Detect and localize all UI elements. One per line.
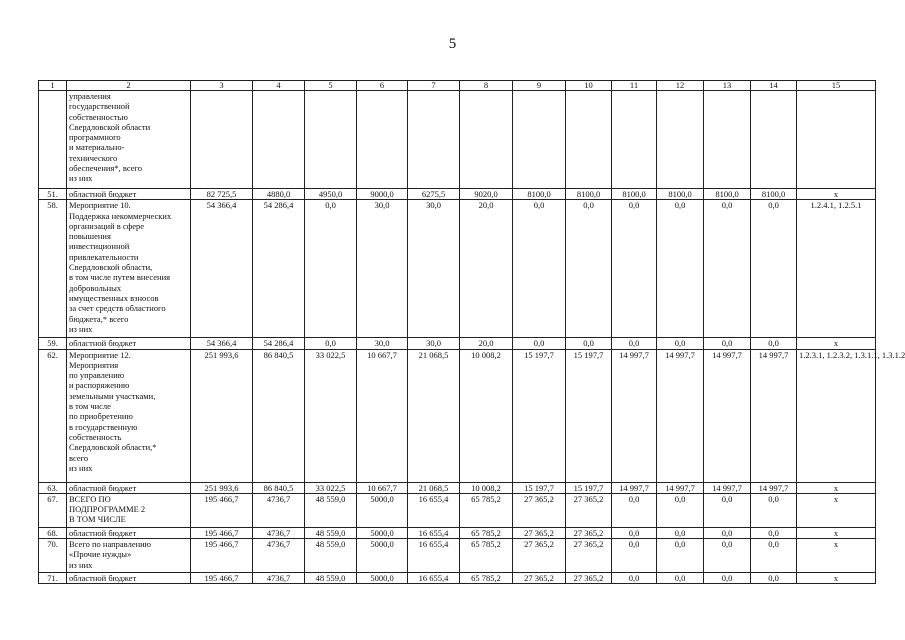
row-number: 71. xyxy=(39,573,67,584)
row-name-line: и материально- xyxy=(69,142,125,153)
value-cell xyxy=(751,91,797,189)
value-cell xyxy=(460,91,513,189)
value-cell: 48 559,0 xyxy=(305,573,357,584)
row-name-line: программного xyxy=(69,132,121,143)
row-name-line: и распоряжению xyxy=(69,380,130,391)
row-name xyxy=(67,539,191,573)
value-cell: 30,0 xyxy=(357,338,408,349)
row-number: 63. xyxy=(39,482,67,493)
value-cell: 0,0 xyxy=(751,527,797,538)
row-name-line: Мероприятие 10. xyxy=(69,200,131,211)
row-name-line: всего xyxy=(69,452,89,463)
value-cell xyxy=(657,91,704,189)
row-name xyxy=(67,493,191,527)
value-cell: 0,0 xyxy=(704,573,751,584)
value-cell: 8100,0 xyxy=(657,189,704,200)
value-cell: 195 466,7 xyxy=(191,527,253,538)
target-ref-cell: x xyxy=(797,539,876,573)
value-cell: 65 785,2 xyxy=(460,527,513,538)
value-cell: 0,0 xyxy=(612,493,657,527)
value-cell: 65 785,2 xyxy=(460,539,513,573)
row-number: 51. xyxy=(39,189,67,200)
value-cell: 14 997,7 xyxy=(704,349,751,482)
value-cell: 10 667,7 xyxy=(357,482,408,493)
value-cell: 0,0 xyxy=(513,338,566,349)
header-cell: 4 xyxy=(253,81,305,91)
row-name-line: ПОДПРОГРАММЕ 2 xyxy=(69,504,146,515)
value-cell: 21 068,5 xyxy=(408,482,460,493)
row-name xyxy=(67,338,191,349)
value-cell: 16 655,4 xyxy=(408,573,460,584)
row-name-line: в том числе xyxy=(69,401,111,412)
header-cell: 11 xyxy=(612,81,657,91)
value-cell xyxy=(513,91,566,189)
header-cell: 15 xyxy=(797,81,876,91)
header-cell: 6 xyxy=(357,81,408,91)
value-cell: 27 365,2 xyxy=(513,573,566,584)
value-cell: 8100,0 xyxy=(612,189,657,200)
row-name-line: имущественных взносов xyxy=(69,292,159,303)
row-name-line: собственностью xyxy=(69,111,128,122)
table-row xyxy=(39,527,876,538)
target-ref-cell: x xyxy=(797,573,876,584)
target-ref-cell xyxy=(797,91,876,189)
value-cell: 0,0 xyxy=(612,527,657,538)
row-name-line: из них xyxy=(69,323,93,334)
value-cell: 0,0 xyxy=(704,338,751,349)
row-number: 70. xyxy=(39,539,67,573)
target-ref-cell: x xyxy=(797,493,876,527)
header-cell: 13 xyxy=(704,81,751,91)
value-cell: 195 466,7 xyxy=(191,493,253,527)
row-name-line: добровольных xyxy=(69,282,122,293)
value-cell xyxy=(253,91,305,189)
target-ref-cell: 1.2.4.1, 1.2.5.1 xyxy=(797,200,876,338)
row-name-line: бюджета,* всего xyxy=(69,313,129,324)
row-name-line: областной бюджет xyxy=(69,189,137,199)
value-cell: 0,0 xyxy=(657,493,704,527)
value-cell: 8100,0 xyxy=(566,189,612,200)
value-cell: 0,0 xyxy=(612,338,657,349)
value-cell: 0,0 xyxy=(704,493,751,527)
value-cell: 27 365,2 xyxy=(513,527,566,538)
table-row xyxy=(39,493,876,527)
header-cell: 5 xyxy=(305,81,357,91)
value-cell: 4880,0 xyxy=(253,189,305,200)
row-number xyxy=(39,91,67,189)
table-row xyxy=(39,482,876,493)
value-cell: 27 365,2 xyxy=(566,573,612,584)
header-cell: 14 xyxy=(751,81,797,91)
row-name-line: технического xyxy=(69,152,118,163)
value-cell: 14 997,7 xyxy=(704,482,751,493)
value-cell: 0,0 xyxy=(657,539,704,573)
value-cell: 48 559,0 xyxy=(305,493,357,527)
row-name-line: областной бюджет xyxy=(69,573,137,584)
value-cell: 27 365,2 xyxy=(513,493,566,527)
value-cell: 0,0 xyxy=(704,539,751,573)
row-name-line: Свердловской области,* xyxy=(69,442,157,453)
value-cell: 82 725,5 xyxy=(191,189,253,200)
row-name-line: Свердловской области, xyxy=(69,262,153,273)
row-name-line: за счет средств областного xyxy=(69,303,166,314)
value-cell xyxy=(612,91,657,189)
row-name-line: из них xyxy=(69,173,93,184)
value-cell: 27 365,2 xyxy=(566,527,612,538)
header-cell: 9 xyxy=(513,81,566,91)
row-name xyxy=(67,91,191,189)
row-name xyxy=(67,573,191,584)
value-cell: 4736,7 xyxy=(253,493,305,527)
value-cell xyxy=(191,91,253,189)
row-name xyxy=(67,527,191,538)
row-number: 62. xyxy=(39,349,67,482)
value-cell: 48 559,0 xyxy=(305,539,357,573)
row-name-line: областной бюджет xyxy=(69,482,137,493)
table-row xyxy=(39,189,876,200)
value-cell: 54 286,4 xyxy=(253,338,305,349)
value-cell: 4736,7 xyxy=(253,527,305,538)
value-cell: 27 365,2 xyxy=(566,493,612,527)
value-cell: 54 286,4 xyxy=(253,200,305,338)
value-cell: 8100,0 xyxy=(751,189,797,200)
table-row xyxy=(39,91,876,189)
value-cell: 65 785,2 xyxy=(460,573,513,584)
value-cell: 8100,0 xyxy=(704,189,751,200)
value-cell: 14 997,7 xyxy=(751,349,797,482)
value-cell: 0,0 xyxy=(513,200,566,338)
value-cell: 16 655,4 xyxy=(408,493,460,527)
value-cell: 27 365,2 xyxy=(566,539,612,573)
value-cell: 0,0 xyxy=(566,338,612,349)
value-cell xyxy=(566,91,612,189)
row-number: 59. xyxy=(39,338,67,349)
value-cell: 0,0 xyxy=(305,200,357,338)
row-name-line: управления xyxy=(69,91,111,101)
value-cell: 33 022,5 xyxy=(305,349,357,482)
value-cell: 0,0 xyxy=(566,200,612,338)
page-number: 5 xyxy=(448,36,457,52)
value-cell: 86 840,5 xyxy=(253,349,305,482)
target-ref-cell: x xyxy=(797,527,876,538)
value-cell: 0,0 xyxy=(704,527,751,538)
value-cell: 5000,0 xyxy=(357,539,408,573)
value-cell: 0,0 xyxy=(657,200,704,338)
row-name-line: областной бюджет xyxy=(69,527,137,538)
row-name xyxy=(67,349,191,482)
row-name-line: в том числе путем внесения xyxy=(69,272,171,283)
value-cell: 15 197,7 xyxy=(566,349,612,482)
table-row xyxy=(39,338,876,349)
value-cell: 15 197,7 xyxy=(513,482,566,493)
value-cell: 33 022,5 xyxy=(305,482,357,493)
value-cell: 0,0 xyxy=(751,573,797,584)
row-name xyxy=(67,482,191,493)
header-cell: 12 xyxy=(657,81,704,91)
row-name-line: из них xyxy=(69,462,93,473)
value-cell: 4950,0 xyxy=(305,189,357,200)
value-cell: 4736,7 xyxy=(253,539,305,573)
value-cell: 86 840,5 xyxy=(253,482,305,493)
value-cell: 0,0 xyxy=(305,338,357,349)
value-cell: 54 366,4 xyxy=(191,338,253,349)
row-name-line: по управлению xyxy=(69,370,125,381)
value-cell: 0,0 xyxy=(612,539,657,573)
value-cell: 27 365,2 xyxy=(513,539,566,573)
row-name-line: «Прочие нужды» xyxy=(69,549,132,560)
header-row xyxy=(39,81,876,91)
row-name xyxy=(67,189,191,200)
value-cell: 21 068,5 xyxy=(408,349,460,482)
row-name-line: В ТОМ ЧИСЛЕ xyxy=(69,514,126,525)
header-cell: 1 xyxy=(39,81,67,91)
header-cell: 7 xyxy=(408,81,460,91)
row-name-line: привлекательности xyxy=(69,251,139,262)
value-cell: 9000,0 xyxy=(357,189,408,200)
row-name-line: Мероприятия xyxy=(69,359,119,370)
value-cell: 5000,0 xyxy=(357,493,408,527)
row-name-line: в государственную xyxy=(69,421,138,432)
value-cell: 10 008,2 xyxy=(460,349,513,482)
value-cell: 14 997,7 xyxy=(612,482,657,493)
value-cell: 0,0 xyxy=(751,200,797,338)
value-cell: 8100,0 xyxy=(513,189,566,200)
value-cell: 20,0 xyxy=(460,338,513,349)
row-name-line: государственной xyxy=(69,101,130,112)
value-cell: 0,0 xyxy=(657,338,704,349)
value-cell: 54 366,4 xyxy=(191,200,253,338)
value-cell: 30,0 xyxy=(357,200,408,338)
row-name-line: Поддержка некоммерческих xyxy=(69,210,172,221)
value-cell: 65 785,2 xyxy=(460,493,513,527)
value-cell: 0,0 xyxy=(657,573,704,584)
value-cell: 195 466,7 xyxy=(191,539,253,573)
value-cell xyxy=(704,91,751,189)
value-cell: 14 997,7 xyxy=(751,482,797,493)
value-cell: 14 997,7 xyxy=(612,349,657,482)
value-cell: 0,0 xyxy=(751,539,797,573)
row-name-line: повышения xyxy=(69,231,111,242)
row-name-line: организаций в сфере xyxy=(69,220,145,231)
value-cell: 9020,0 xyxy=(460,189,513,200)
row-name-line: инвестиционной xyxy=(69,241,130,252)
row-name-line: областной бюджет xyxy=(69,338,137,349)
value-cell: 0,0 xyxy=(612,200,657,338)
value-cell: 30,0 xyxy=(408,200,460,338)
value-cell xyxy=(305,91,357,189)
target-ref-cell: 1.2.3.1, 1.2.3.2, 1.3.1.1, 1.3.1.2 xyxy=(797,349,876,482)
value-cell: 4736,7 xyxy=(253,573,305,584)
header-cell: 3 xyxy=(191,81,253,91)
row-name-line: ВСЕГО ПО xyxy=(69,493,111,504)
row-number: 67. xyxy=(39,493,67,527)
value-cell: 0,0 xyxy=(612,573,657,584)
value-cell: 0,0 xyxy=(751,493,797,527)
value-cell: 15 197,7 xyxy=(566,482,612,493)
row-name xyxy=(67,200,191,338)
value-cell: 20,0 xyxy=(460,200,513,338)
row-name-line: Всего по направлению xyxy=(69,539,152,550)
value-cell: 0,0 xyxy=(751,338,797,349)
row-name-line: из них xyxy=(69,559,93,570)
row-name-line: по приобретению xyxy=(69,411,133,422)
header-cell: 10 xyxy=(566,81,612,91)
row-name-line: Свердловской области xyxy=(69,121,151,132)
row-number: 58. xyxy=(39,200,67,338)
value-cell: 48 559,0 xyxy=(305,527,357,538)
target-ref-cell: x xyxy=(797,482,876,493)
target-ref-cell: x xyxy=(797,189,876,200)
value-cell: 5000,0 xyxy=(357,573,408,584)
value-cell: 251 993,6 xyxy=(191,482,253,493)
budget-table xyxy=(38,80,905,584)
value-cell: 10 008,2 xyxy=(460,482,513,493)
row-name-line: собственность xyxy=(69,431,122,442)
table-row xyxy=(39,573,876,584)
header-cell: 2 xyxy=(67,81,191,91)
value-cell: 0,0 xyxy=(657,527,704,538)
value-cell: 15 197,7 xyxy=(513,349,566,482)
value-cell: 16 655,4 xyxy=(408,527,460,538)
row-number: 68. xyxy=(39,527,67,538)
value-cell: 10 667,7 xyxy=(357,349,408,482)
value-cell: 5000,0 xyxy=(357,527,408,538)
header-cell: 8 xyxy=(460,81,513,91)
value-cell: 16 655,4 xyxy=(408,539,460,573)
row-name-line: земельными участками, xyxy=(69,390,156,401)
value-cell: 195 466,7 xyxy=(191,573,253,584)
value-cell: 14 997,7 xyxy=(657,349,704,482)
table-row xyxy=(39,200,876,338)
value-cell: 6275,5 xyxy=(408,189,460,200)
row-name-line: обеспечения*, всего xyxy=(69,163,143,174)
value-cell xyxy=(408,91,460,189)
value-cell: 0,0 xyxy=(704,200,751,338)
value-cell: 14 997,7 xyxy=(657,482,704,493)
target-ref-cell: x xyxy=(797,338,876,349)
table-row xyxy=(39,539,876,573)
value-cell: 30,0 xyxy=(408,338,460,349)
row-name-line: Мероприятие 12. xyxy=(69,349,131,360)
value-cell: 251 993,6 xyxy=(191,349,253,482)
table-row xyxy=(39,349,876,482)
value-cell xyxy=(357,91,408,189)
